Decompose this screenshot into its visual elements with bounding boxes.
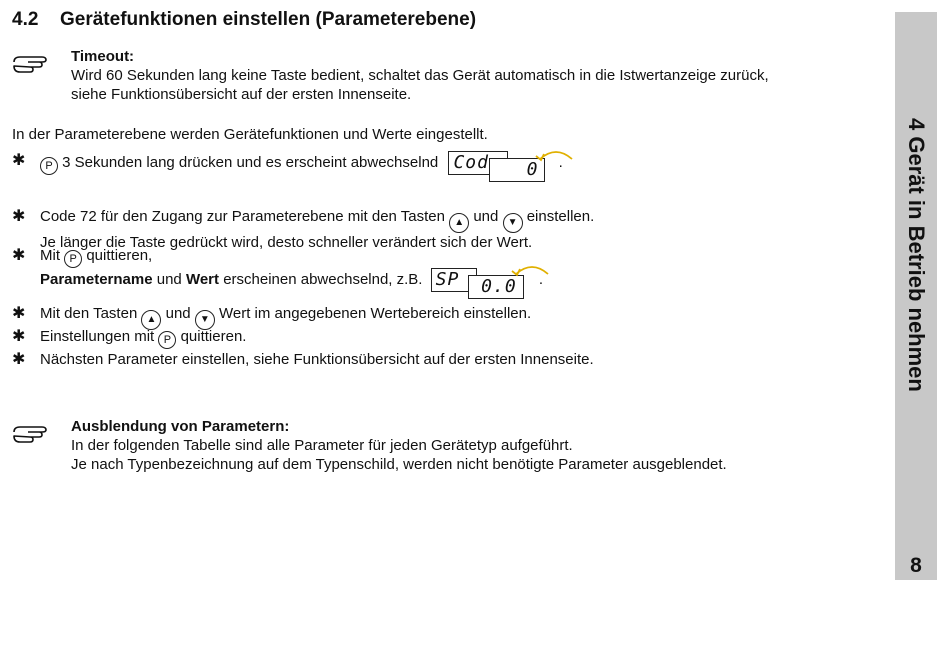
step-5-text-b: quittieren. — [180, 328, 247, 345]
bullet-1: ✱ — [12, 152, 26, 169]
chapter-title: 4 Gerät in Betrieb nehmen — [904, 118, 929, 392]
p-key-icon: P — [158, 331, 176, 349]
step-5-text-a: Einstellungen mit — [40, 328, 155, 345]
bullet-3: ✱ — [12, 247, 26, 264]
timeout-title: Timeout: — [71, 48, 135, 65]
step-3-wert: Wert — [185, 270, 220, 288]
triangle-down-icon: ▼ — [503, 213, 523, 233]
step-3-text-c: erscheinen abwechselnd, z.B. — [223, 270, 423, 288]
section-number: 4.2 — [12, 9, 39, 30]
bullet-2: ✱ — [12, 208, 26, 225]
toggle-arrow-icon — [510, 262, 554, 278]
step-2-und: und — [473, 208, 499, 225]
timeout-line-1: Wird 60 Sekunden lang keine Taste bedient, schaltet das Gerät automatisch in die Istwertanzeige zurück, — [71, 67, 769, 84]
intro-text: In der Parameterebene werden Gerätefunktionen und Werte eingestellt. — [12, 126, 488, 143]
timeout-note — [71, 47, 769, 104]
pointing-hand-icon — [12, 52, 52, 74]
step-5 — [40, 327, 246, 349]
step-4-und: und — [165, 305, 191, 322]
timeout-line-2: siehe Funktionsübersicht auf der ersten Innenseite. — [71, 86, 412, 103]
display-sp-back: 0.0 — [468, 275, 524, 299]
step-6: Nächsten Parameter einstellen, siehe Funktionsübersicht auf der ersten Innenseite. — [40, 351, 594, 368]
step-1-end: . — [558, 153, 563, 171]
hidden-params-line-2: Je nach Typenbezeichnung auf dem Typenschild, werden nicht benötigte Parameter ausgeblendet. — [71, 456, 727, 473]
step-3-text-b: quittieren, — [86, 247, 153, 264]
step-2-text-b: einstellen. — [526, 208, 595, 225]
display-code — [448, 151, 539, 180]
step-1-text: 3 Sekunden lang drücken und es erscheint abwechselnd — [62, 153, 439, 171]
display-code-back: 0 — [489, 158, 545, 182]
step-1 — [40, 151, 563, 180]
display-sp-front: SP — [435, 269, 460, 290]
section-title: Gerätefunktionen einstellen (Parameterebene) — [60, 9, 477, 30]
p-key-icon: P — [64, 250, 82, 268]
toggle-arrow-icon — [534, 147, 578, 163]
hidden-params-title: Ausblendung von Parametern: — [71, 418, 290, 435]
section-heading — [12, 8, 476, 32]
bullet-4: ✱ — [12, 305, 26, 322]
hidden-params-note — [71, 417, 727, 474]
step-2-text-a: Code 72 für den Zugang zur Parameterebene mit den Tasten — [40, 208, 445, 225]
triangle-up-icon: ▲ — [449, 213, 469, 233]
bullet-6: ✱ — [12, 351, 26, 368]
step-3-und: und — [156, 270, 182, 288]
bullet-5: ✱ — [12, 328, 26, 345]
triangle-up-icon: ▲ — [141, 310, 161, 330]
page-number: 8 — [910, 554, 922, 577]
display-code-front: Cod — [453, 152, 489, 173]
step-4-text-b: Wert im angegebenen Wertebereich einstellen. — [219, 305, 532, 322]
step-3-text-a: Mit — [40, 247, 60, 264]
display-sp — [431, 268, 517, 297]
p-key-icon: P — [40, 157, 58, 175]
step-2-line-2: Je länger die Taste gedrückt wird, desto schneller verändert sich der Wert. — [40, 234, 533, 251]
step-3 — [40, 246, 543, 297]
step-3-end: . — [538, 270, 543, 288]
step-3-parametername: Parametername — [40, 270, 153, 288]
step-4-text-a: Mit den Tasten — [40, 305, 138, 322]
hidden-params-line-1: In der folgenden Tabelle sind alle Parameter für jeden Gerätetyp aufgeführt. — [71, 437, 573, 454]
pointing-hand-icon — [12, 422, 52, 444]
triangle-down-icon: ▼ — [195, 310, 215, 330]
